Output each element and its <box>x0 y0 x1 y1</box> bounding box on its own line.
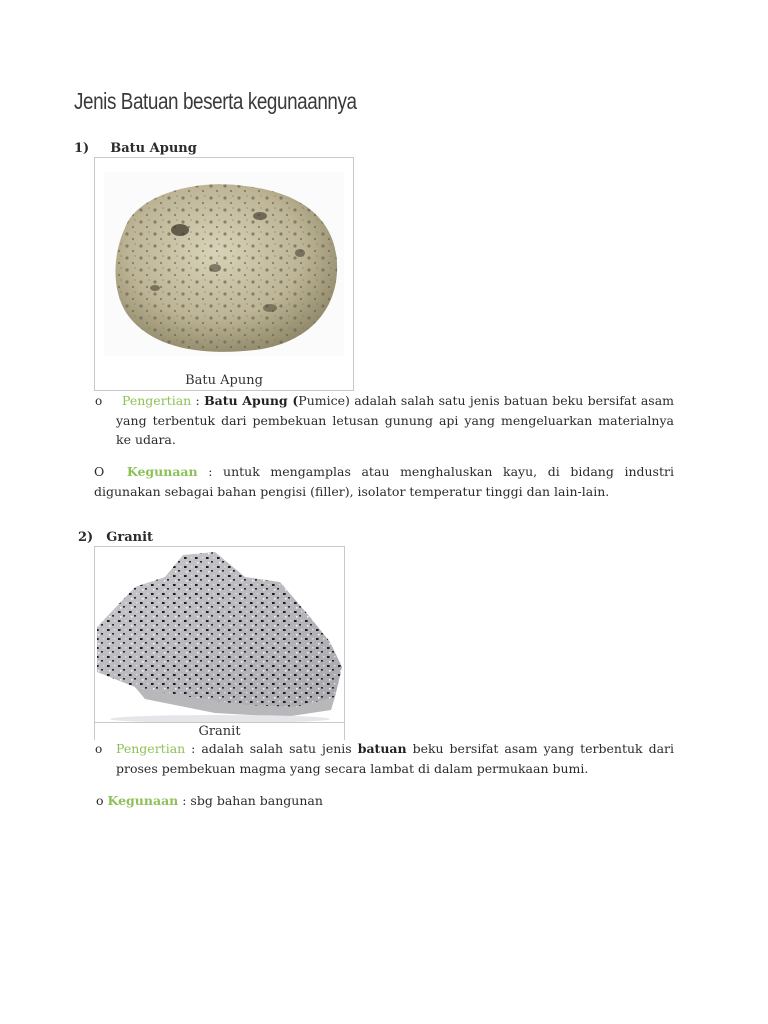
kegunaan-label: Kegunaan <box>107 793 179 808</box>
granite-figure <box>94 546 345 723</box>
section-1-number: 1) <box>74 141 90 156</box>
granite-stone-image <box>95 547 344 723</box>
bullet: o <box>95 394 103 408</box>
pumice-figure <box>94 157 354 373</box>
pengertian-label: Pengertian <box>116 741 186 756</box>
pumice-pengertian: Pengertian : Batu Apung (Pumice) adalah salah satu jenis batuan beku bersifat asam yang terbentuk dari pembekuan letusan gunung api yang mengeluarkan materialnya ke udara. <box>116 393 675 447</box>
pumice-kegunaan: O Kegunaan : untuk mengamplas atau menghaluskan kayu, di bidang industri digunakan sebagai bahan pengisi (filler), isolator temperatur tinggi dan lain-lain. <box>94 464 674 499</box>
pumice-caption: Batu Apung <box>185 373 263 388</box>
bullet: o <box>96 793 104 808</box>
granite-pengertian: Pengertian : adalah salah satu jenis batuan beku bersifat asam yang terbentuk dari proses pembekuan magma yang secara lambat di dalam permukaan bumi. <box>116 741 674 776</box>
granite-kegunaan: o Kegunaan : sbg bahan bangunan <box>96 793 323 808</box>
section-2-name: Granit <box>106 530 154 545</box>
granite-caption-box <box>94 722 345 740</box>
pumice-stone-image <box>95 158 353 372</box>
section-2-heading <box>78 530 153 545</box>
kegunaan-label: Kegunaan <box>126 464 198 479</box>
batuan-term: batuan <box>357 741 407 756</box>
granite-caption: Granit <box>198 724 241 739</box>
section-1-name: Batu Apung <box>110 141 197 156</box>
section-1-heading <box>74 141 197 156</box>
pumice-term: Batu Apung ( <box>204 393 299 408</box>
bullet: o <box>95 742 103 756</box>
section-2-number: 2) <box>78 530 94 545</box>
bullet: O <box>94 464 105 479</box>
pumice-caption-box <box>94 371 354 391</box>
page-title: Jenis Batuan beserta kegunaannya <box>74 88 357 114</box>
pengertian-label: Pengertian <box>122 393 192 408</box>
